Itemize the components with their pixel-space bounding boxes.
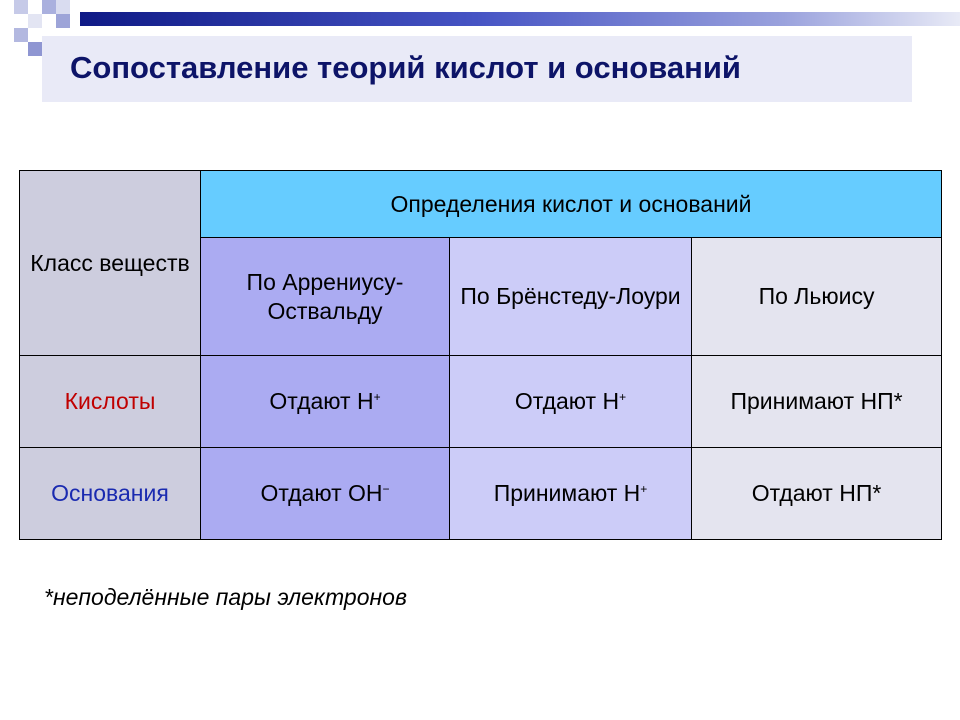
table-cell: Принимают H+	[450, 448, 692, 540]
table-cell: Отдают НП*	[692, 448, 942, 540]
class-column-header: Класс веществ	[20, 171, 201, 356]
decor-square	[28, 14, 42, 28]
decor-square	[14, 28, 28, 42]
theory-header-lewis: По Льюису	[692, 238, 942, 356]
theory-header-arrhenius: По Аррениусу-Оствальду	[201, 238, 450, 356]
row-label-acids: Кислоты	[20, 356, 201, 448]
table-cell: Отдают H+	[450, 356, 692, 448]
table-cell: Отдают H+	[201, 356, 450, 448]
decor-square	[14, 0, 28, 14]
decor-square	[42, 0, 56, 14]
definitions-group-header: Определения кислот и оснований	[201, 171, 942, 238]
table-row-acids	[20, 356, 942, 448]
decor-square	[28, 42, 42, 56]
theory-header-bronsted: По Брёнстеду-Лоури	[450, 238, 692, 356]
comparison-table	[19, 170, 942, 540]
table-cell: Принимают НП*	[692, 356, 942, 448]
table-row-bases	[20, 448, 942, 540]
table-cell: Отдают OH−	[201, 448, 450, 540]
footnote: *неподелённые пары электронов	[44, 584, 407, 610]
header-gradient-bar	[80, 12, 960, 26]
page-title: Сопоставление теорий кислот и оснований	[70, 50, 741, 85]
row-label-bases: Основания	[20, 448, 201, 540]
decor-square	[56, 14, 70, 28]
decor-square	[56, 0, 70, 14]
